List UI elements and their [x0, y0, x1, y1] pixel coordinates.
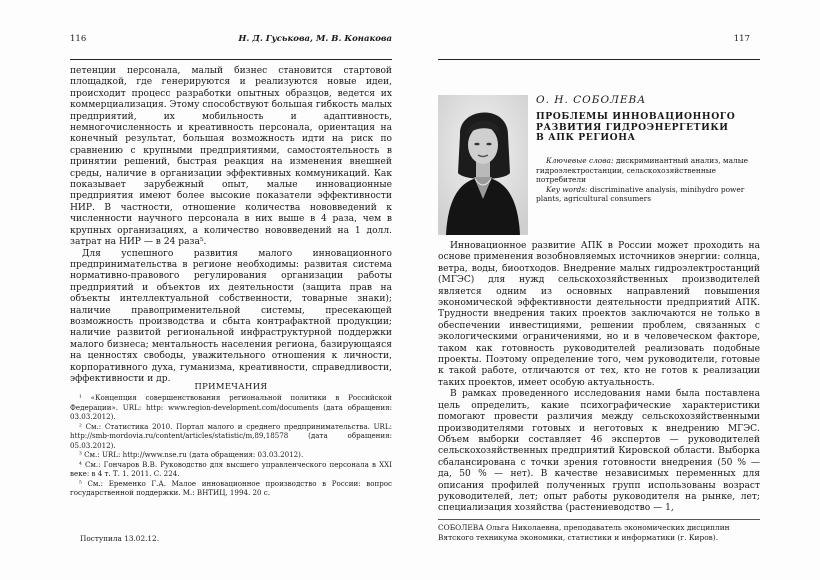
footnote: ³ См.: URL: http://www.nse.ru (дата обращения: 03.03.2012).	[79, 450, 304, 459]
author-name: О. Н. СОБОЛЕВА	[536, 94, 647, 106]
title-line: РАЗВИТИЯ ГИДРОЭНЕРГЕТИКИ	[536, 121, 729, 133]
footnote: ² См.: Статистика 2010. Портал малого и среднего предпринимательства. URL: http://smb-mordovia.ru/content/articles/statistic/m,89,18578 (дата обращения: 05.03.2012).	[70, 421, 392, 450]
author-photo	[438, 95, 528, 235]
author-affiliation: СОБОЛЕВА Ольга Николаевна, преподаватель экономических дисциплин Вятского техникума экономики, статистики и информатики (г. Киров).	[438, 523, 730, 542]
footnote: ¹ «Концепция совершенствования региональной политики в Российской Федерации». URL: http: www.region-development.com/documents (дата обращения: 03.03.2012).	[70, 393, 392, 421]
keywords-en-label: Key words:	[546, 184, 588, 194]
footnote-rule	[438, 519, 760, 520]
right-body-text	[438, 241, 760, 515]
author-portrait-image	[438, 95, 528, 235]
received-date: Поступила 13.02.12.	[80, 534, 160, 543]
title-line: ПРОБЛЕМЫ ИННОВАЦИОННОГО	[536, 111, 736, 122]
header-rule	[70, 59, 392, 60]
right-paragraph: Инновационное развитие АПК в России может проходить на основе применения возобновляемых источников энергии: солнца, ветра, воды, биоотходов. Внедрение малых гидроэлектростанций (МГЭС) для нужд сельскохозяйственных производителей является одним из основных направлений повышения экономической эффективности деятельности предприятий АПК. Трудности внедрения таких проектов заключаются не только в обеспечении инвестициями, решении проблем, связанных с экологическими ограничениями, но и в человеческом факторе, таком как готовность руководителей реализовать подобные проекты. Поэтому определение того, чем руководители, готовые к такой работе, отличаются от тех, кто не готов к реализации таких проектов, имеет особую актуальность.	[438, 241, 760, 388]
left-body-text	[70, 66, 392, 385]
page-number-right: 117	[733, 34, 750, 44]
page-number-left: 116	[70, 34, 87, 44]
right-page	[410, 0, 820, 580]
right-paragraph: В рамках проведенного исследования нами была поставлена цель определить, какие психографические характеристики помогают провести различия между сельскохозяйственными производителями готовых и неготовых к внедрению МГЭС. Объем выборки составляет 46 экспертов — руководителей сельскохозяйственных предприятий Кировской области. Выборка сбалансирована с точки зрения готовности внедрения (50 % — да, 50 % — нет). В качестве независимых переменных для описания профилей полученных групп использованы возраст руководителей, лет; опыт работы руководителя на рынке, лет; специализация хозяйства (растениеводство — 1,	[438, 389, 760, 514]
keywords-ru: дискриминантный анализ, малые гидроэлектростанции, сельскохозяйственные потребители	[536, 156, 749, 185]
keywords-ru-label: Ключевые слова:	[546, 156, 614, 165]
running-head: Н. Д. Гуськова, М. В. Конакова	[238, 34, 392, 44]
left-paragraph: петенции персонала, малый бизнес становится стартовой площадкой, где генерируются и реализуются новые идеи, происходит процесс разработки опытных образцов, ведется их коммерциализация. Этому способствуют большая гибкость малых предприятий, их мобильность и адаптивность, немногочисленность и креативность персонала, ориентация на конечный результат, большая возможность идти на риск по сравнению с крупными предприятиями, самостоятельность в принятии решений, быстрая реакция на изменения внешней среды, наличие в организации эффективных коммуникаций. Как показывает зарубежный опыт, малые инновационные предприятия имеют более высокие показатели эффективности НИР. В частности, отношение количества нововведений к численности научного персонала в них выше в 4 раза, чем в крупных организациях, а количество нововведений на 1 долл. затрат на НИР — в 24 раза⁵.	[70, 66, 392, 248]
footnote: ⁴ См.: Гончаров В.В. Руководство для высшего управленческого персонала в XXI веке: в 4 т. Т. 1. 2011. С. 224.	[70, 459, 392, 478]
keywords	[536, 156, 750, 204]
keywords-en: discriminative analysis, minihydro power plants, agricultural consumers	[536, 184, 745, 204]
left-paragraph: Для успешного развития малого инновационного предпринимательства в регионе необходимы: развитая система нормативно-правового регулирования организации работы предприятий и объектов их деятельности (защита прав на объекты интеллектуальной собственности, товарные знаки); наличие правоприменительной системы, пресекающей возможность производства и сбыта контрафактной продукции; наличие развитой региональной инфраструктурной поддержки малого бизнеса; ментальность населения региона, базирующаяся на ценностях свободы, уважительного отношения к личности, корпоративного духа, гуманизма, креативности, справедливости, эффективности и др.	[70, 248, 392, 384]
header-rule	[438, 59, 760, 60]
footnote: ⁵ См.: Еременко Г.А. Малое инновационное производство в России: вопрос государственной поддержки. М.: ВНТИЦ, 1994. 20 с.	[70, 478, 392, 497]
footnotes	[70, 393, 392, 498]
article-title	[536, 112, 736, 144]
notes-title: ПРИМЕЧАНИЯ	[194, 381, 268, 391]
title-line: В АПК РЕГИОНА	[536, 132, 636, 144]
